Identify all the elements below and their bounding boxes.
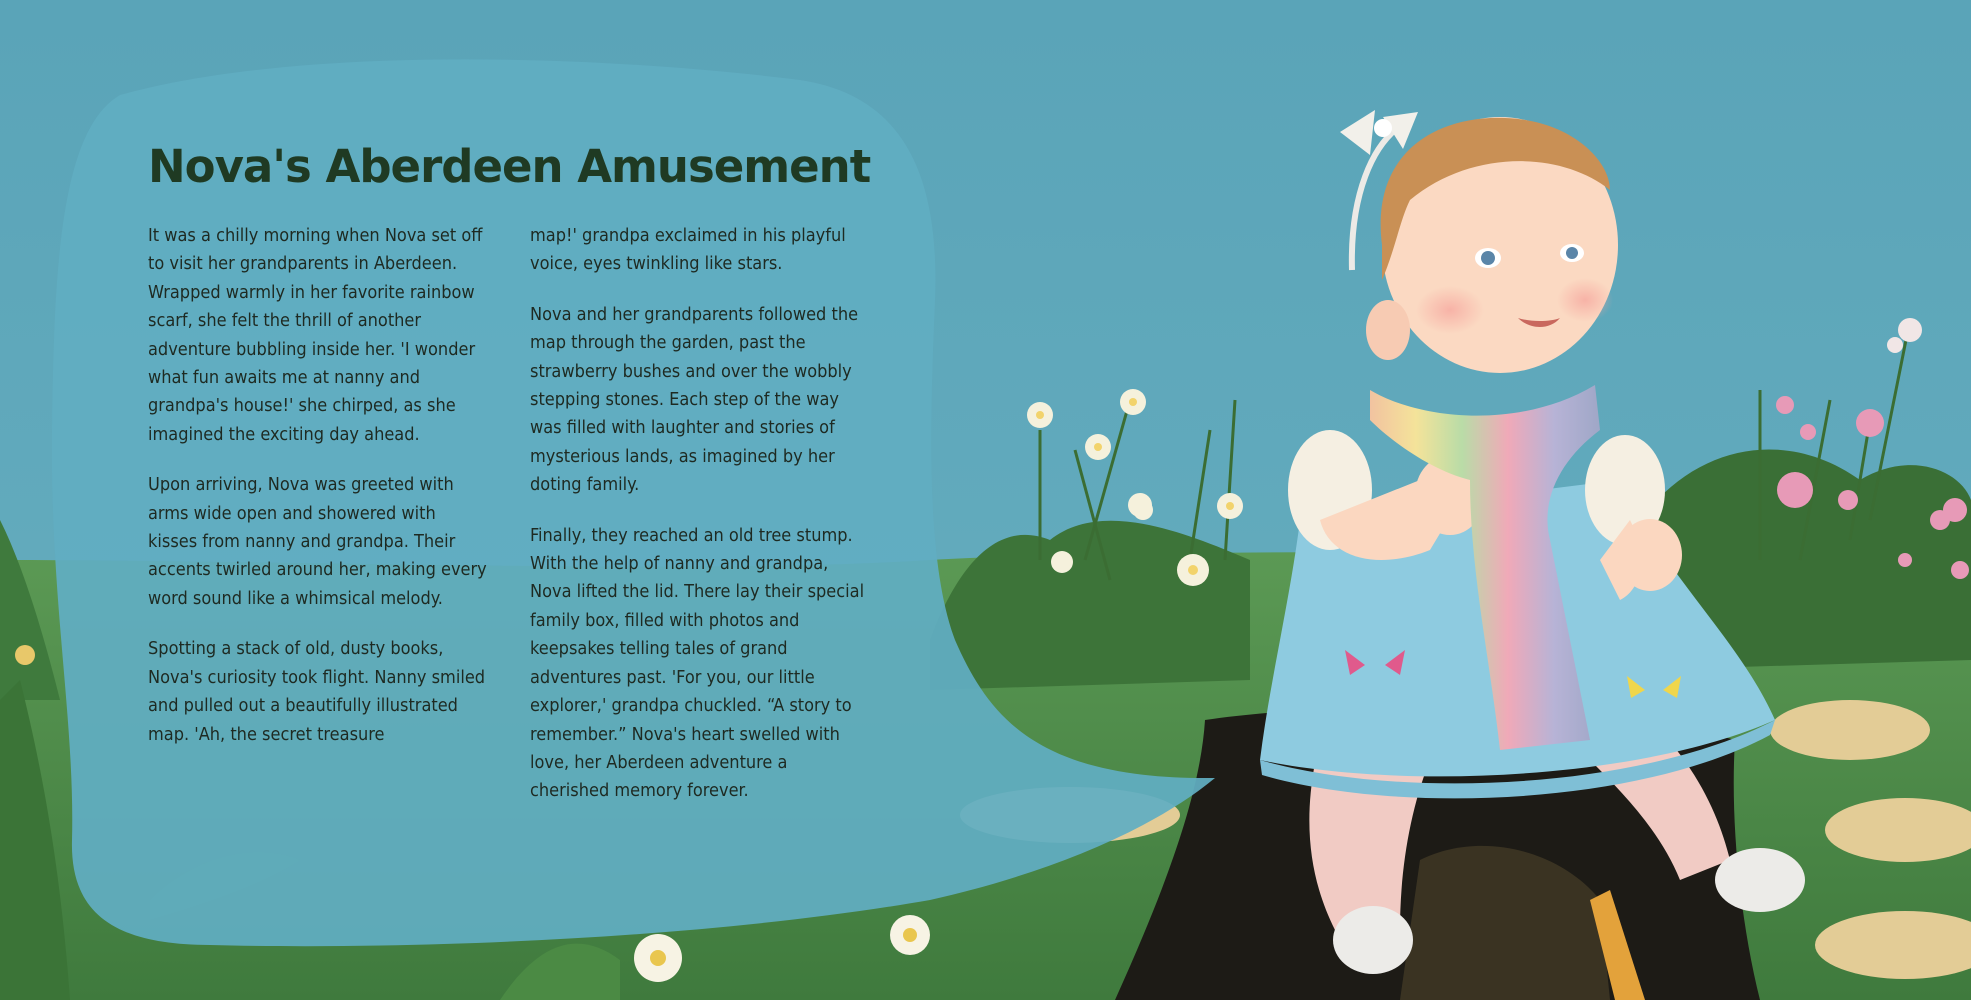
story-title: Nova's Aberdeen Amusement: [148, 140, 871, 193]
story-text-block: [148, 140, 888, 820]
story-paragraph: Finally, they reached an old tree stump. With the help of nanny and grandpa, Nova lifted the lid. There lay their special family box, filled with photos and keepsakes telling tales of grand adventures past. 'For you, our little explorer,' grandpa chuckled. “A story to remember.” Nova's heart swelled with love, her Aberdeen adventure a cherished memory forever.: [530, 524, 865, 802]
story-column-left: [148, 222, 488, 771]
story-paragraph: Nova and her grandparents followed the map through the garden, past the strawberry bushes and over the wobbly stepping stones. Each step of the way was filled with laughter and stories of mysterious lands, as imagined by her doting family.: [530, 303, 859, 496]
story-paragraph: Spotting a stack of old, dusty books, Nova's curiosity took flight. Nanny smiled and pulled out a beautifully illustrated map. 'Ah, the secret treasure: [148, 638, 486, 745]
story-paragraph: map!' grandpa exclaimed in his playful voice, eyes twinkling like stars.: [530, 225, 846, 275]
story-paragraph: It was a chilly morning when Nova set off to visit her grandparents in Aberdeen. Wrapped warmly in her favorite rainbow scarf, she felt the thrill of another adventure bubbling inside her. 'I wonder what fun awaits me at nanny and grandpa's house!' she chirped, as she imagined the exciting day ahead.: [148, 225, 483, 445]
story-column-right: [530, 222, 870, 828]
story-paragraph: Upon arriving, Nova was greeted with arms wide open and showered with kisses from nanny and grandpa. Their accents twirled around her, making every word sound like a whimsical melody.: [148, 474, 487, 609]
